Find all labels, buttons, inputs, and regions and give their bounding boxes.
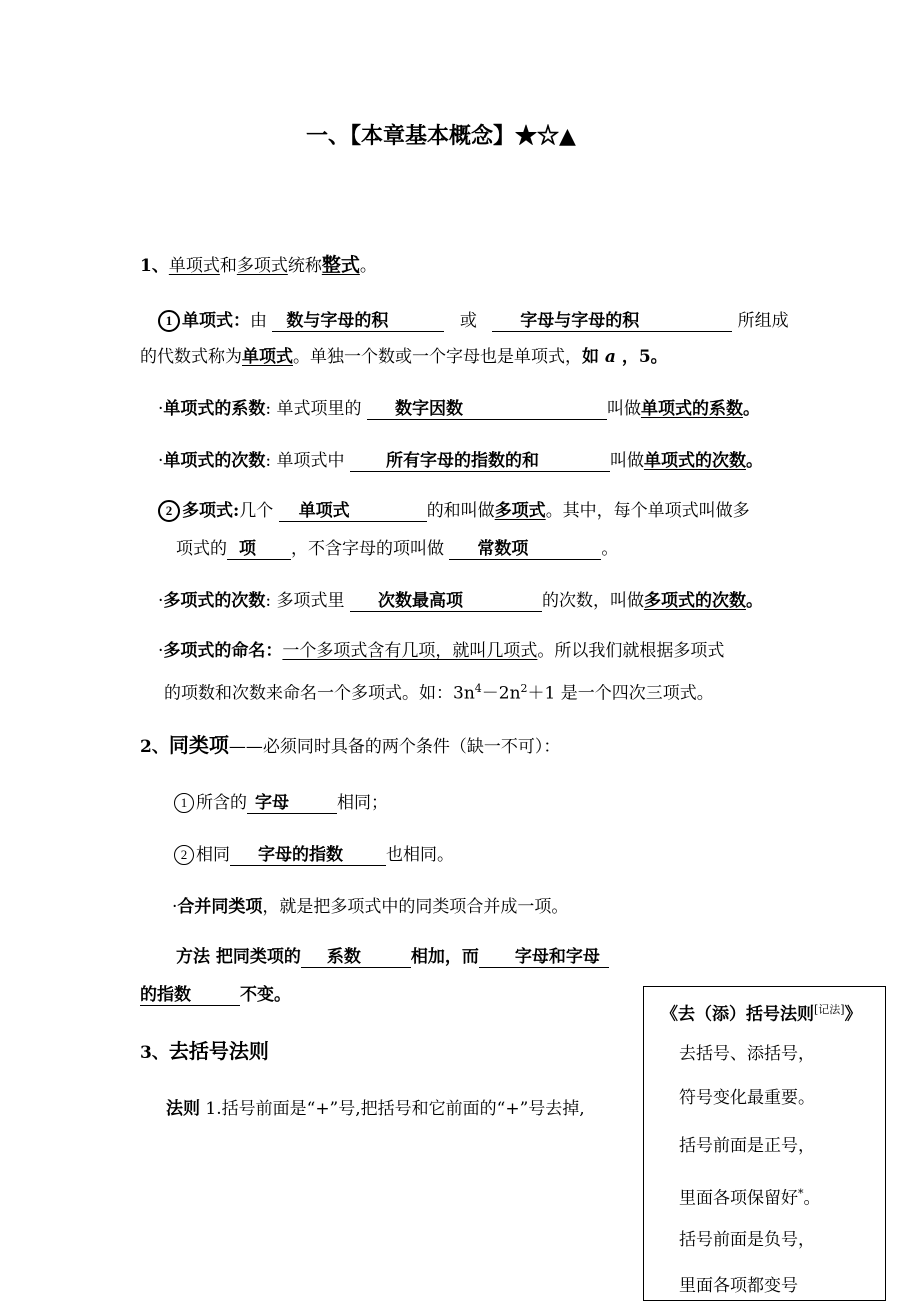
monomial-definition-line1: [158, 310, 789, 332]
rule-1-text: 1.括号前面是“+”号,把括号和它前面的“+”号去掉,: [200, 1099, 585, 1119]
text-and: 和: [219, 256, 237, 276]
text: 叫做: [609, 451, 644, 471]
term-monomial: 单项式: [168, 256, 220, 276]
blank-answer: 单项式: [279, 501, 427, 522]
monomial-degree-line: [158, 450, 763, 472]
text: 几个: [239, 501, 274, 521]
section-3-heading: [140, 1040, 269, 1064]
term-integral-expression: 整式: [321, 254, 360, 276]
mnemonic-line-4-text: 里面各项保留好: [679, 1188, 798, 1209]
title-text: 一、【本章基本概念】: [306, 123, 516, 149]
blank-answer: 字母的指数: [230, 845, 386, 866]
text: 。: [601, 539, 619, 559]
term-polynomial: 多项式: [236, 256, 288, 276]
mnemonic-line-5: 括号前面是负号，: [679, 1230, 815, 1250]
blank-answer: 系数: [301, 947, 411, 968]
circled-number-1: 1: [158, 310, 180, 332]
merge-label: 合并同类项: [177, 897, 263, 917]
circled-number-2: 2: [158, 500, 180, 522]
blank-answer: 数字因数: [367, 399, 607, 420]
polynomial-label: 多项式:: [182, 501, 240, 521]
text: 也相同。: [386, 845, 454, 865]
blank-answer: 项: [227, 539, 291, 560]
bullet: ·: [158, 451, 164, 471]
text: ＋1 是一个四次三项式。: [527, 683, 714, 704]
monomial-coefficient-line: [158, 398, 760, 420]
text: 。: [745, 591, 763, 611]
polynomial-definition-line1: [158, 500, 750, 522]
text: ，5。: [615, 347, 668, 367]
text: 如: [582, 347, 605, 367]
bullet: ·: [158, 399, 164, 419]
text: 的项数和次数来命名一个多项式。如：3n: [164, 683, 475, 704]
condition-2: [174, 844, 454, 866]
text: 不变。: [240, 985, 291, 1005]
section-1-heading: [140, 254, 377, 277]
blank-answer: 所有字母的指数的和: [350, 451, 610, 472]
mnemonic-title-text: 《去（添）括号法则: [661, 1004, 814, 1025]
bullet: ·: [158, 641, 164, 661]
text: 项式的: [176, 539, 227, 559]
text: 。所以我们就根据多项式: [537, 641, 725, 661]
polynomial-degree-label: 多项式的次数: [163, 591, 266, 611]
polynomial-degree-line: [158, 590, 763, 612]
blank-answer: 数与字母的积: [272, 311, 444, 332]
exponent: 2: [520, 682, 528, 695]
variable-a: a: [604, 347, 616, 367]
method-line2: [140, 984, 291, 1006]
blank-answer: 的指数: [140, 985, 240, 1006]
text: 。单独一个数或一个字母也是单项式，: [293, 347, 582, 367]
text: 。: [742, 399, 760, 419]
text: 的次数，叫做: [541, 591, 644, 611]
circled-number-2: 2: [174, 845, 194, 865]
degree-label: 单项式的次数: [163, 451, 266, 471]
text-period: 。: [359, 256, 377, 276]
naming-rule: 一个多项式含有几项，就叫几项式: [282, 641, 538, 661]
bullet: ·: [158, 591, 164, 611]
section-3-number: 3、: [140, 1043, 169, 1063]
text: 。: [745, 451, 763, 471]
mnemonic-line-3: 括号前面是正号，: [679, 1136, 815, 1156]
polynomial-naming-line2: [164, 678, 714, 705]
exponent: 4: [474, 682, 482, 695]
text: : 单式项里的: [265, 399, 362, 419]
merge-like-terms-line: [172, 896, 568, 918]
text: 所组成: [737, 311, 789, 331]
mnemonic-line-2: 符号变化最重要。: [679, 1088, 815, 1108]
text: 相同；: [337, 793, 388, 813]
text: : 多项式里: [265, 591, 345, 611]
text: 的和叫做: [426, 501, 495, 521]
text: 的代数式称为: [140, 347, 242, 367]
circled-number-1: 1: [174, 793, 194, 813]
section-2-title: 同类项: [168, 733, 229, 757]
text: 相加，而: [410, 947, 479, 967]
text: 叫做: [606, 399, 641, 419]
mnemonic-title: [661, 999, 862, 1026]
blank-answer: 次数最高项: [350, 591, 542, 612]
polynomial-definition-line2: [176, 538, 618, 560]
blank-answer: 常数项: [449, 539, 601, 560]
mnemonic-box: [643, 986, 886, 1301]
condition-1: [174, 792, 388, 814]
page-title: [306, 123, 576, 149]
text: ——必须同时具备的两个条件（缺一不可）：: [228, 737, 561, 757]
text: 相同: [196, 845, 230, 865]
text: 所含的: [196, 793, 247, 813]
text: ，不含字母的项叫做: [291, 539, 444, 559]
coefficient-label: 单项式的系数: [163, 399, 266, 419]
monomial-definition-line2: [140, 346, 668, 368]
term-coefficient: 单项式的系数: [640, 399, 743, 419]
text: 。其中，每个单项式叫做多: [545, 501, 750, 521]
mnemonic-title-end: 》: [844, 1004, 862, 1025]
section-3-title: 去括号法则: [168, 1039, 269, 1063]
text: ，就是把多项式中的同类项合并成一项。: [262, 897, 569, 917]
term-monomial: 单项式: [242, 347, 293, 367]
term-polynomial: 多项式: [494, 501, 546, 521]
blank-answer: 字母: [247, 793, 337, 814]
text: －2n: [481, 683, 521, 704]
text-collectively: 统称: [287, 256, 322, 276]
mnemonic-line-6: 里面各项都变号: [679, 1276, 798, 1296]
blank-answer: 字母与字母的积: [492, 311, 732, 332]
section-2-number: 2、: [140, 737, 169, 757]
rule-label: 法则: [166, 1099, 200, 1119]
title-marks: ★☆▲: [515, 123, 576, 149]
method-line1: [176, 946, 609, 968]
text: 由: [250, 311, 267, 331]
mnemonic-line-1: 去括号、添括号，: [679, 1044, 815, 1064]
naming-label: 多项式的命名：: [163, 641, 283, 661]
mnemonic-line-4: [679, 1183, 821, 1210]
text: 或: [459, 311, 477, 331]
section-1-number: 1、: [140, 256, 169, 276]
blank-answer: 字母和字母: [479, 947, 609, 968]
polynomial-naming-line1: [158, 640, 724, 662]
term-degree: 单项式的次数: [643, 451, 746, 471]
rule-1-line: [166, 1098, 585, 1120]
mnemonic-star: *: [798, 1187, 804, 1200]
text: : 单项式中: [265, 451, 345, 471]
monomial-label: 单项式：: [182, 311, 250, 331]
mnemonic-note: [记法]: [814, 1003, 845, 1016]
method-label: 方法 把同类项的: [176, 947, 301, 967]
section-2-heading: [140, 734, 560, 758]
mnemonic-line-4-end: 。: [803, 1188, 821, 1209]
term-polynomial-degree: 多项式的次数: [643, 591, 746, 611]
bullet: ·: [172, 897, 178, 917]
